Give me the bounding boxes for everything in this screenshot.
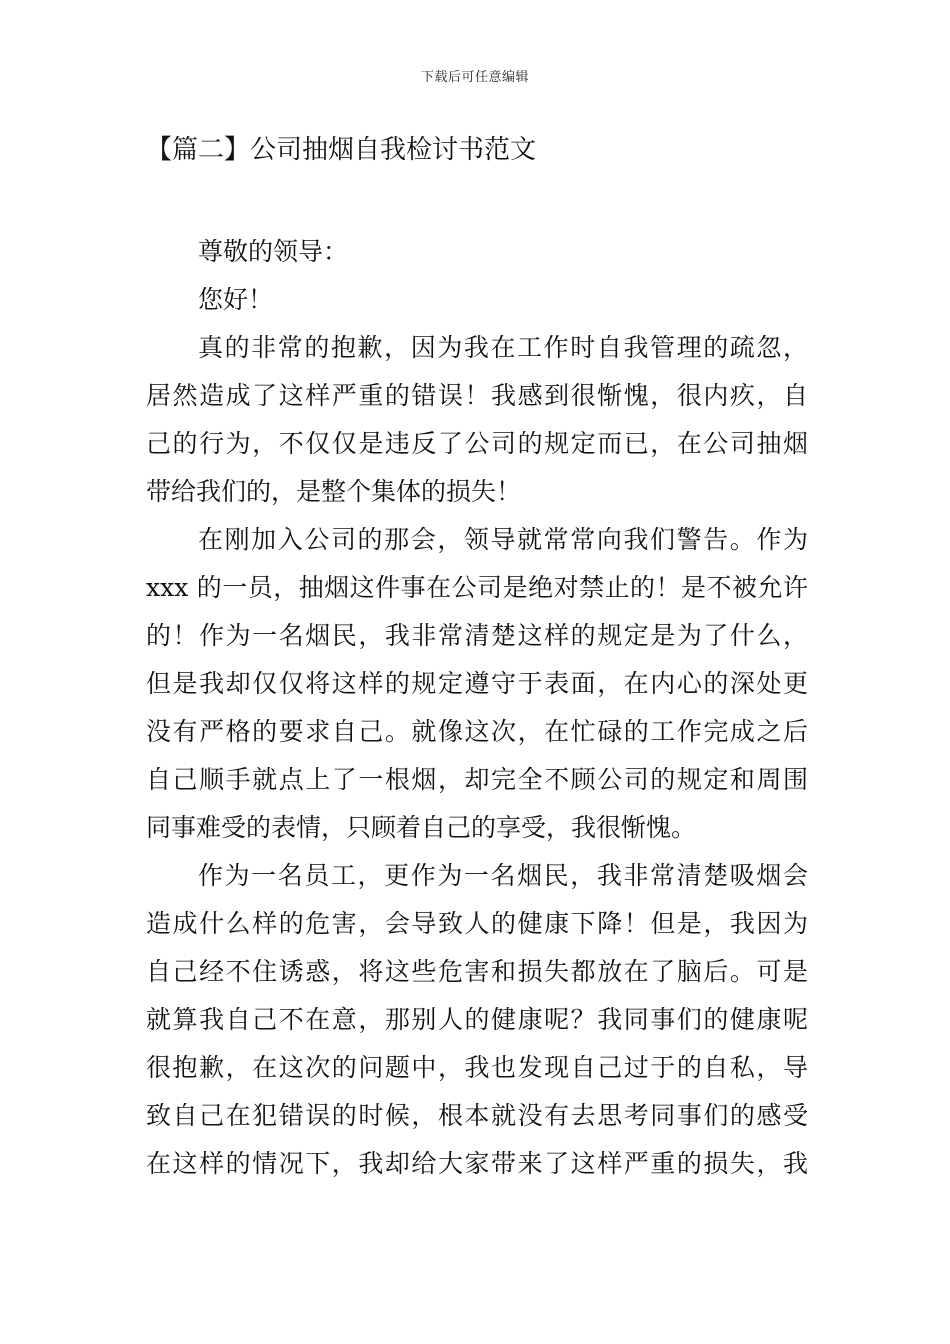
paragraph-3-line-2: 造成什么样的危害，会导致人的健康下降！但是，我因为 bbox=[146, 909, 808, 938]
document-body bbox=[146, 228, 808, 1188]
document-title: 【篇二】公司抽烟自我检讨书范文 bbox=[146, 135, 537, 165]
paragraph-1-line-2: 居然造成了这样严重的错误！我感到很惭愧，很内疚，自 bbox=[146, 381, 808, 410]
salutation-line: 尊敬的领导： bbox=[198, 237, 349, 266]
paragraph-2-line-3: 的！作为一名烟民，我非常清楚这样的规定是为了什么， bbox=[146, 621, 808, 650]
greeting-line: 您好！ bbox=[198, 285, 274, 314]
paragraph-2-line-7: 同事难受的表情，只顾着自己的享受，我很惭愧。 bbox=[146, 813, 697, 842]
paragraph-3-line-7: 在这样的情况下，我却给大家带来了这样严重的损失，我 bbox=[146, 1149, 808, 1178]
paragraph-3-line-6: 致自己在犯错误的时候，根本就没有去思考同事们的感受 bbox=[146, 1101, 808, 1130]
paragraph-3-line-4: 就算我自己不在意，那别人的健康呢？我同事们的健康呢 bbox=[146, 1005, 808, 1034]
paragraph-2-line-4: 但是我却仅仅将这样的规定遵守于表面，在内心的深处更 bbox=[146, 669, 808, 698]
paragraph-1-line-4: 带给我们的，是整个集体的损失！ bbox=[146, 477, 522, 506]
paragraph-3-line-3: 自己经不住诱惑，将这些危害和损失都放在了脑后。可是 bbox=[146, 957, 808, 986]
paragraph-2-line-1: 在刚加入公司的那会，领导就常常向我们警告。作为 bbox=[198, 525, 808, 554]
paragraph-1-line-3: 己的行为，不仅仅是违反了公司的规定而已，在公司抽烟 bbox=[146, 429, 808, 458]
paragraph-2-line-2: xxx 的一员，抽烟这件事在公司是绝对禁止的！是不被允许 bbox=[146, 573, 808, 602]
paragraph-3-line-1: 作为一名员工，更作为一名烟民，我非常清楚吸烟会 bbox=[198, 861, 808, 890]
page-header-note: 下载后可任意编辑 bbox=[420, 70, 529, 85]
paragraph-2-line-6: 自己顺手就点上了一根烟，却完全不顾公司的规定和周围 bbox=[146, 765, 808, 794]
paragraph-1-line-1: 真的非常的抱歉，因为我在工作时自我管理的疏忽， bbox=[198, 333, 808, 362]
paragraph-3-line-5: 很抱歉，在这次的问题中，我也发现自己过于的自私，导 bbox=[146, 1053, 808, 1082]
paragraph-2-line-5: 没有严格的要求自己。就像这次，在忙碌的工作完成之后 bbox=[146, 717, 808, 746]
